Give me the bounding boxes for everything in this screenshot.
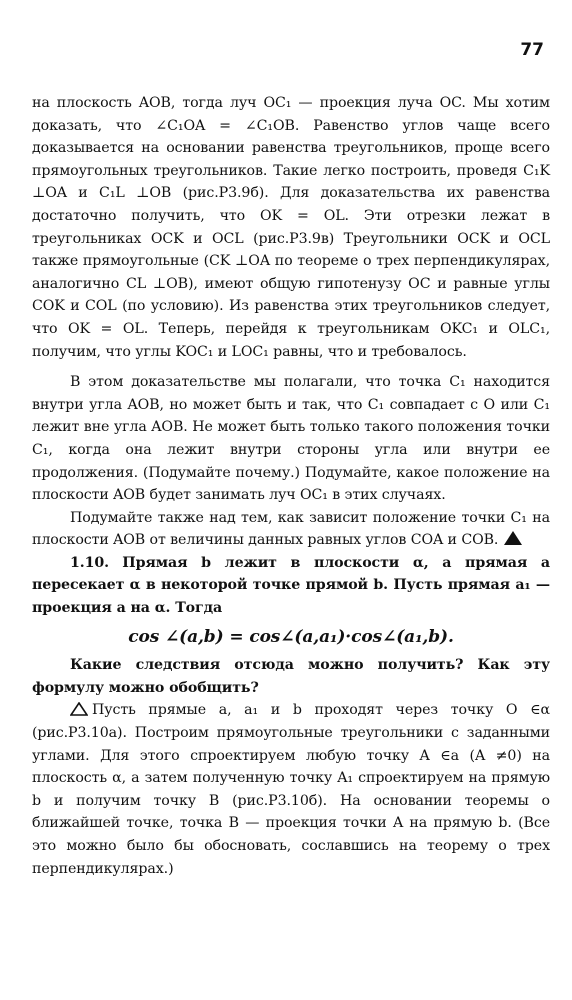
paragraph-position: В этом доказательстве мы полагали, что точка C₁ находится внутри угла AOB, но может быть и так, что C₁ совпадает с O или C₁ лежит вне угла AOB. Не может быть только такого положения точки C₁, когда она лежит внутри стороны угла или внутри ее продолжения. (Подумайте почему.) Подумайте, какое положение на плоскости AOB будет занимать луч OC₁ в этих случаях. (32, 374, 550, 504)
page-body (32, 92, 550, 880)
problem-formula: cos ∠(a,b) = cos∠(a,a₁)·cos∠(a₁,b). (128, 626, 454, 647)
paragraph-think (32, 507, 550, 552)
problem-question: Какие следствия отсюда можно получить? Как эту формулу можно обобщить? (32, 657, 550, 696)
page-number: 77 (520, 40, 544, 60)
solution-text: Пусть прямые a, a₁ и b проходят через точку O ∈α (рис.Р3.10а). Построим прямоугольные треугольники с заданными углами. Для этого спроектируем любую точку A ∈a (A ≠0) на плоскость α, а затем полученную точку A₁ спроектируем на прямую b и получим точку B (рис.Р3.10б). На основании теоремы о ближайшей точке, точка B — проекция точки A на прямую b. (Все это можно было бы обосновать, сославшись на теорему о трех перпендикулярах.) (32, 702, 550, 877)
filled-triangle-icon (504, 531, 522, 545)
problem-text: Прямая b лежит в плоскости α, а прямая a пересекает α в некоторой точке прямой b. Пусть прямая a₁ — проекция a на α. Тогда (32, 554, 550, 617)
open-triangle-icon (70, 702, 88, 716)
solution-paragraph (32, 699, 550, 880)
problem-statement (32, 552, 550, 620)
paragraph-think-text: Подумайте также над тем, как зависит положение точки C₁ на плоскости AOB от величины данных равных углов COA и COB. (32, 509, 550, 549)
paragraph-proof: на плоскость AOB, тогда луч OC₁ — проекция луча OC. Мы хотим доказать, что ∠C₁OA = ∠C₁OB. Равенство углов чаще всего доказывается на основании равенства треугольников, проще всего прямоугольных треугольников. Такие легко построить, проведя C₁K ⊥OA и C₁L ⊥OB (рис.Р3.9б). Для доказательства их равенства достаточно получить, что OK = OL. Эти отрезки лежат в треугольниках OCK и OCL (рис.Р3.9в) Треугольники OCK и OCL также прямоугольные (CK ⊥OA по теореме о трех перпендикулярах, аналогично CL ⊥OB), имеют общую гипотенузу OC и равные углы COK и COL (по условию). Из равенства этих треугольников следует, что OK = OL. Теперь, перейдя к треугольникам OKC₁ и OLC₁, получим, что углы KOC₁ и LOC₁ равны, что и требовалось. (32, 95, 550, 360)
problem-number: 1.10. (70, 554, 109, 571)
